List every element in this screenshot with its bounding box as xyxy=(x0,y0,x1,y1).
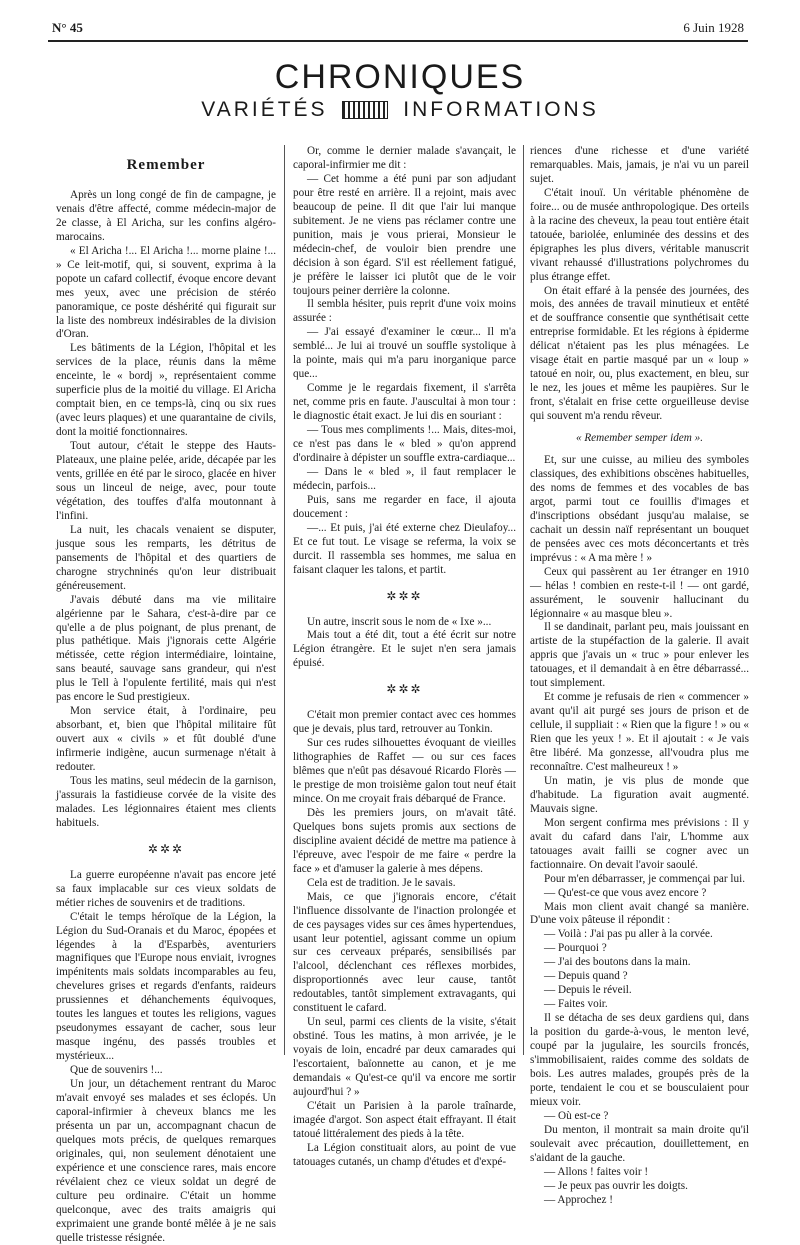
paragraph: La guerre européenne n'avait pas encore jeté sa faux implacable sur ces vieux soldats de métier riches de souvenirs et de traditions. xyxy=(56,868,276,909)
paragraph: Sur ces rudes silhouettes évoquant de vieilles lithographies de Raffet — ou sur ces faces blêmes que n'eût pas désavoué Ricardo Florès — le prestige de mon troisième galon tout neuf était mince. On me croyait frais débarqué de France. xyxy=(293,737,516,805)
section-subtitle xyxy=(0,98,800,122)
paragraph: — Depuis le réveil. xyxy=(544,984,632,997)
paragraph: Il sembla hésiter, puis reprit d'une voix moins assurée : xyxy=(293,298,516,325)
paragraph: Mon sergent confirma mes prévisions : Il y avait du cafard dans l'air, L'homme aux tatouages avait failli se cogner avec un factionnaire. On devait l'avoir saoulé. xyxy=(530,816,749,871)
section-break-icon: ✲✲✲ xyxy=(147,841,185,856)
paragraph: J'avais débuté dans ma vie militaire algérienne par le Sahara, c'est-à-dire par ce qu'elle a de plus poignant, de plus prenant, de plus pathétique. Mais j'ignorais cette Algérie métissée, cette région intermédiaire, lointaine, sans beauté, sauvage sans grandeur, qui n'est plus le Tell à l'opulente fertilité, mais qui n'est pas encore le Sud prestigieux. xyxy=(56,593,276,704)
paragraph: Un autre, inscrit sous le nom de « Ixe »... xyxy=(307,615,492,628)
paragraph: — Je peux pas ouvrir les doigts. xyxy=(544,1179,688,1192)
paragraph: Tous les matins, seul médecin de la garnison, j'assurais la fastidieuse corvée de la visite des malades. Les légionnaires étaient mes clients habituels. xyxy=(56,774,276,829)
section-break-icon: ✲✲✲ xyxy=(386,682,423,697)
section-title: CHRONIQUES xyxy=(274,58,526,96)
paragraph: Puis, sans me regarder en face, il ajouta doucement : xyxy=(293,493,516,520)
issue-number: N° 45 xyxy=(52,20,83,35)
paragraph: — Voilà : J'ai pas pu aller à la corvée. xyxy=(544,928,713,941)
paragraph: — Faites voir. xyxy=(544,998,608,1011)
paragraph: Pour m'en débarrasser, je commençai par lui. xyxy=(544,872,746,885)
paragraph: — Approchez ! xyxy=(544,1193,613,1206)
paragraph: — Dans le « bled », il faut remplacer le médecin, parfois... xyxy=(293,465,516,492)
paragraph: Cela est de tradition. Je le savais. xyxy=(307,876,456,889)
paragraph: Il se dandinait, parlant peu, mais jouissant en artiste de la stupéfaction de la galerie. Il avait appris que j'avais un « truc » pour enlever les tatouages, et il demandait à en être débarrassé... tout simplement. xyxy=(530,621,749,690)
paragraph: Mais, ce que j'ignorais encore, c'était l'influence dissolvante de l'inaction prolongée et de ces paysages vides sur ces âmes hypertendues, usant leur potentiel, agissant comme un opium sur ces cerveaux préparés, sensibilisés par l'alcool, déclenchant ces réflexes morbides, disproportionnés avec leur cause, tantôt redoutables, tantôt simplement extravagants, qui constituent le cafard. xyxy=(293,890,516,1015)
paragraph: On était effaré à la pensée des journées, des mois, des années de travail minutieux et entêté et de souffrance consentie que synthétisait cette entreprise formidable. Et les régions à épiderme délicat n'étaient pas les plus ménagées. Le visage était en partie masqué par un « loup » tatoué en noir, ou, plus exactement, en bleu, sur le nez, les joues et même les paupières. Sur le front, s'étalait en frise cette orgueilleuse devise qui souvent m'a rendu rêveur. xyxy=(530,284,749,423)
paragraph: Que de souvenirs !... xyxy=(70,1064,163,1077)
paragraph: C'était le temps héroïque de la Légion, la Légion du Sud-Oranais et du Maroc, épopées et légendes à la d'Esparbès, aventuriers magnifiques que l'Europe nous enviait, ivrognes impénitents mais soldats incomparables au feu, chevelures grises et regards d'enfants, raideurs prussiennes et déhanchements équivoques, toutes les langues et toutes les religions, vagues pseudonymes essayant de cacher, sous leur masque ingénu, des passés troubles et mystérieux... xyxy=(56,910,276,1063)
paragraph: Après un long congé de fin de campagne, je venais d'être affecté, comme médecin-major de 2e classe, à El Aricha, sur les confins algéro-marocains. xyxy=(56,188,276,243)
paragraph: Or, comme le dernier malade s'avançait, le caporal-infirmier me dit : xyxy=(293,145,516,171)
paragraph: Un matin, je vis plus de monde que d'habitude. La figuration avait augmenté. Mauvais signe. xyxy=(530,774,749,815)
section-break-icon: ✲✲✲ xyxy=(386,588,423,603)
paragraph: C'était inouï. Un véritable phénomène de foire... ou de musée anthropologique. Des orteils à la racine des cheveux, la peau tout entière était tatouée, bariolée, enluminée des dessins et des épigraphes les plus divers, véritable manuscrit vivant rehaussé d'illustrations polychromes du plus étrange effet. xyxy=(530,186,749,283)
column-1-part-a xyxy=(56,189,276,831)
issue-date: 6 Juin 1928 xyxy=(683,20,744,35)
paragraph: Mon service était, à l'ordinaire, peu absorbant, et, bien que l'hôpital militaire fût ouvert aux « civils » et fût doublé d'une infirmerie indigène, aucun surmenage n'était à redouter. xyxy=(56,705,276,774)
paragraph: Et comme je refusais de rien « commencer » avant qu'il ait purgé ses jours de prison et de cellule, il suppliait : « Rien que la figure ! » ou « Rien que les yeux ! ». Et il ajoutait : « Je vais être libéré. Ma gonzesse, all'voudra plus me reconnaître. C'est malheureux ! » xyxy=(530,691,749,773)
paragraph: — Allons ! faites voir ! xyxy=(544,1165,649,1178)
paragraph: Ceux qui passèrent au 1er étranger en 1910 — hélas ! combien en reste-t-il ! — ont gardé, assurément, le souvenir hallucinant du légionnaire « au masque bleu ». xyxy=(530,565,749,620)
paragraph: Il se détacha de ses deux gardiens qui, dans la position du garde-à-vous, le menton levé, coupé par la jugulaire, les sourcils froncés, s'immobilisaient, raides comme des soldats de bois. Les autres malades, groupés près de la porte, tendaient le cou et se bousculaient pour mieux voir. xyxy=(530,1012,749,1108)
paragraph: Dès les premiers jours, on m'avait tâté. Quelques bons sujets promis aux sections de discipline avaient décidé de mettre ma patience à l'épreuve, avec l'espoir de me faire « perdre la face » et d'amuser la galerie à mes dépens. xyxy=(293,806,516,875)
subtitle-left: VARIÉTÉS xyxy=(201,98,328,121)
paragraph: C'était mon premier contact avec ces hommes que je devais, plus tard, retrouver au Tonkin. xyxy=(293,709,516,736)
column-2 xyxy=(293,145,516,1170)
paragraph: — Qu'est-ce que vous avez encore ? xyxy=(544,886,707,899)
paragraph: Mais mon client avait changé sa manière. D'une voix pâteuse il répondit : xyxy=(530,900,749,927)
header-rule xyxy=(48,40,748,42)
column-1 xyxy=(56,145,276,1245)
paragraph: Tout autour, c'était le steppe des Hauts-Plateaux, une plaine pelée, aride, décapée par les vents, grillée en été par le siroco, glacée en hiver sous un linceul de neige, avec, pour toute végétation, des touffes d'alfa moutonnant à l'infini. xyxy=(56,440,276,522)
paragraph: C'était un Parisien à la parole traînarde, imagée d'argot. Son aspect était effrayant. Il était tatoué littéralement des pieds à la tête. xyxy=(293,1099,516,1140)
paragraph: — Pourquoi ? xyxy=(544,942,607,955)
running-header xyxy=(52,20,744,42)
paragraph: — Cet homme a été puni par son adjudant pour être resté en arrière. Il a rejoint, mais avec beaucoup de peine. Il dit que l'air lui manque subitement. Je ne viens pas réclamer contre une punition, mais je vous prierai, Monsieur le médecin-chef, de vouloir bien prendre une décision à son égard. S'il est réellement fatigué, je préfère le laisser ici plutôt que de le voir toujours peiner derrière la colonne. xyxy=(293,172,516,297)
column-divider xyxy=(523,145,524,1055)
paragraph: — J'ai des boutons dans la main. xyxy=(544,956,691,969)
paragraph: — Tous mes compliments !... Mais, dites-moi, ce n'est pas dans le « bled » qu'on apprend d'ordinaire à dépister un souffle extra-cardiaque... xyxy=(293,424,516,464)
column-3 xyxy=(530,145,749,1207)
paragraph: riences d'une richesse et d'une variété remarquables. Mais, jamais, je n'ai vu un pareil sujet. xyxy=(530,145,749,185)
column-1-part-b xyxy=(56,869,276,1245)
article-heading: Remember xyxy=(126,157,206,173)
column-divider xyxy=(284,145,285,1055)
paragraph: —... Et puis, j'ai été externe chez Dieulafoy... Et ce fut tout. Le visage se referma, la voix se durcit. Il rassembla ses hommes, me salua en faisant claquer les talons, et partit. xyxy=(293,521,516,576)
subtitle-right: INFORMATIONS xyxy=(403,98,599,121)
paragraph: — J'ai essayé d'examiner le cœur... Il m'a semblé... Je lui ai trouvé un souffle systolique à la pointe, mais qui m'a paru inorganique parce que... xyxy=(293,326,516,381)
paragraph: Mais tout a été dit, tout a été écrit sur notre Légion étrangère. Et le sujet n'en sera jamais épuisé. xyxy=(293,629,516,670)
paragraph: La Légion constituait alors, au point de vue tatouages cutanés, un champ d'études et d'expé- xyxy=(293,1141,516,1168)
paragraph: Comme je le regardais fixement, il s'arrêta net, comme pris en faute. J'auscultai à mon tour : le diagnostic était exact. Je lui dis en souriant : xyxy=(293,382,516,423)
paragraph: Les bâtiments de la Légion, l'hôpital et les services de la place, réunis dans la même enceinte, le « bordj », représentaient comme superficie plus de la moitié du village. El Aricha comptait bien, en ce temps-là, cinq ou six rues (avec leurs plaques) et une quarantaine de civils, dont la moitié fonctionnaires. xyxy=(56,342,276,439)
paragraph: Du menton, il montrait sa main droite qu'il soulevait avec précaution, douillettement, en s'aidant de la gauche. xyxy=(530,1123,749,1164)
paragraph: « El Aricha !... El Aricha !... morne plaine !... » Ce leit-motif, qui, si souvent, exprima à la popote un cafard collectif, évoque encore devant mes yeux, avec une précision de stéréo panoramique, ce poste déshérité qui figurait sur la liste des nombreux indésirables de la division d'Oran. xyxy=(56,244,276,341)
paragraph: Un seul, parmi ces clients de la visite, s'était obstiné. Tous les matins, à mon arrivée, je le voyais de loin, encadré par deux camarades qui l'escortaient, baïonnette au canon, et je me demandais « Qu'est-ce qu'il va encore me sortir aujourd'hui ? » xyxy=(293,1016,516,1098)
ornament-icon xyxy=(342,101,388,119)
paragraph: Et, sur une cuisse, au milieu des symboles classiques, des exhibitions obscènes habituelles, des noms de femmes et des vocables de bas argot, parmi tout ce fouillis d'images et d'inscriptions obsédant jusqu'au malaise, se cachait un dessin naïf représentant un bouquet de pensées avec ces mots déconcertants et très imprévus : « A ma mère ! » xyxy=(530,454,749,564)
paragraph: — Depuis quand ? xyxy=(544,970,628,983)
motto: « Remember semper idem ». xyxy=(575,432,704,445)
paragraph: — Où est-ce ? xyxy=(544,1109,609,1122)
paragraph: Un jour, un détachement rentrant du Maroc m'avait envoyé ses malades et ses éclopés. Un caporal-infirmier à cheveux blancs me les présenta un par un, accompagnant chacun de quelques mots précis, de quelques remarques originales, qui, non seulement dénotaient une expérience et une conscience rares, mais encore révélaient chez ce vieux soldat un degré de culture peu ordinaire. C'était un homme quelconque, avec des traits amaigris qui exprimaient une grande bonté mêlée à je ne sais quelle tristesse résignée. xyxy=(56,1078,276,1244)
paragraph: La nuit, les chacals venaient se disputer, jusque sous les remparts, les détritus de pansements de l'hôpital et des quartiers de charogne strychninés qu'on leur distribuait généreusement. xyxy=(56,523,276,592)
